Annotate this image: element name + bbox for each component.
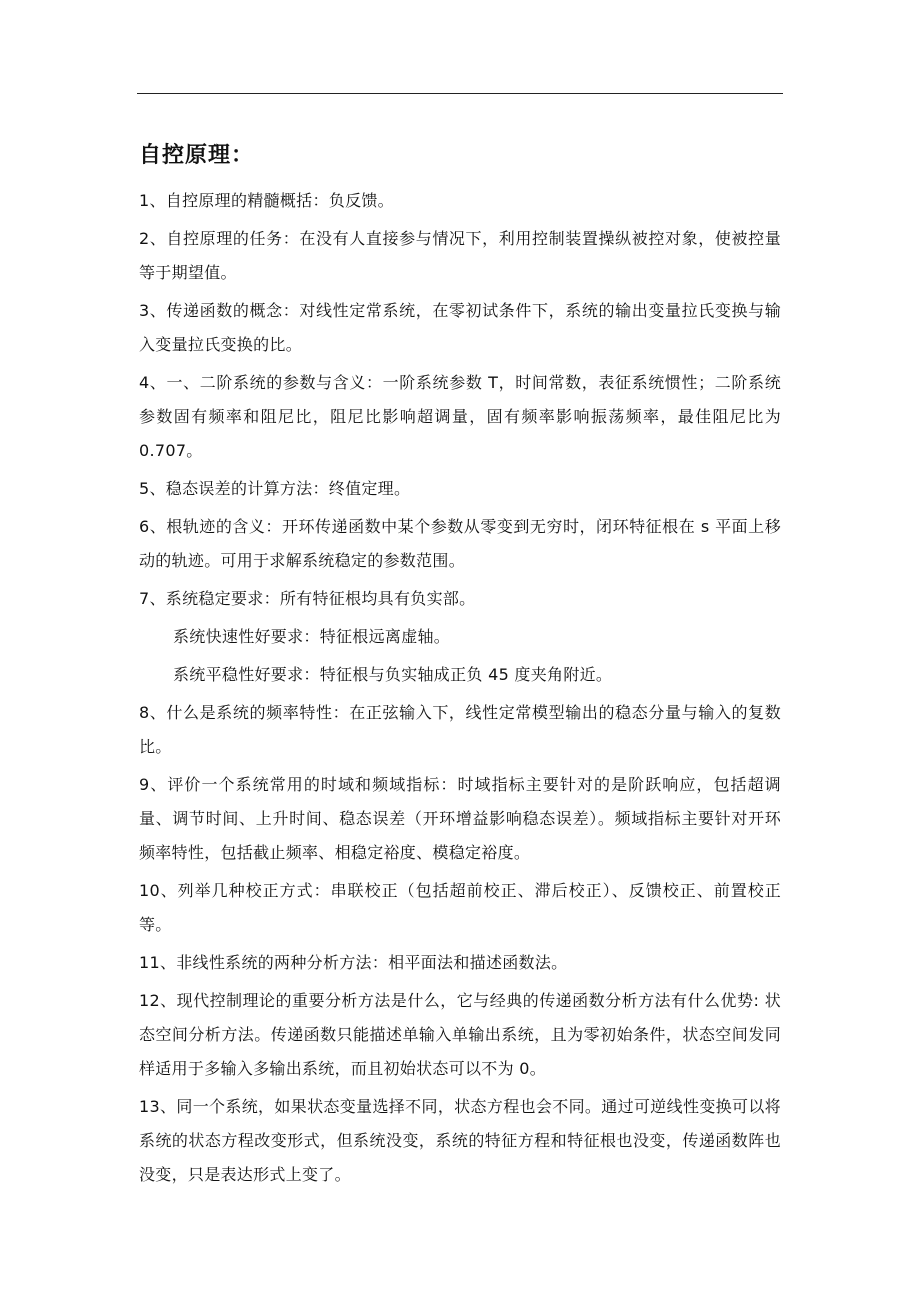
paragraph-8: 8、什么是系统的频率特性：在正弦输入下，线性定常模型输出的稳态分量与输入的复数比。: [139, 703, 781, 756]
document-title: 自控原理：: [139, 143, 255, 168]
paragraph-11: 11、非线性系统的两种分析方法：相平面法和描述函数法。: [139, 953, 568, 972]
paragraph-10: 10、列举几种校正方式：串联校正（包括超前校正、滞后校正）、反馈校正、前置校正等。: [139, 881, 781, 934]
paragraph-9: 9、评价一个系统常用的时域和频域指标：时域指标主要针对的是阶跃响应，包括超调量、调节时间、上升时间、稳态误差（开环增益影响稳态误差）。频域指标主要针对开环频率特性，包括截止频率、相稳定裕度、模稳定裕度。: [139, 775, 781, 862]
paragraph-5: 5、稳态误差的计算方法：终值定理。: [139, 479, 411, 498]
document-body: [139, 184, 781, 1196]
paragraph-4: 4、一、二阶系统的参数与含义：一阶系统参数 T，时间常数，表征系统惯性；二阶系统参数固有频率和阻尼比，阻尼比影响超调量，固有频率影响振荡频率，最佳阻尼比为 0.707。: [139, 373, 781, 460]
paragraph-1: 1、自控原理的精髓概括：负反馈。: [139, 191, 394, 210]
paragraph-7-sub-1: 系统快速性好要求：特征根远离虚轴。: [173, 627, 451, 646]
paragraph-2: 2、自控原理的任务：在没有人直接参与情况下，利用控制装置操纵被控对象，使被控量等于期望值。: [139, 229, 781, 282]
paragraph-7: 7、系统稳定要求：所有特征根均具有负实部。: [139, 589, 476, 608]
paragraph-7-sub-2: 系统平稳性好要求：特征根与负实轴成正负 45 度夹角附近。: [173, 665, 613, 684]
paragraph-12: 12、现代控制理论的重要分析方法是什么，它与经典的传递函数分析方法有什么优势: 状态空间分析方法。传递函数只能描述单输入单输出系统，且为零初始条件，状态空间发同样适用于多输入多输出系统，而且初始状态可以不为 0。: [139, 991, 781, 1078]
paragraph-3: 3、传递函数的概念：对线性定常系统，在零初试条件下，系统的输出变量拉氏变换与输入变量拉氏变换的比。: [139, 301, 781, 354]
paragraph-13: 13、同一个系统，如果状态变量选择不同，状态方程也会不同。通过可逆线性变换可以将系统的状态方程改变形式，但系统没变，系统的特征方程和特征根也没变，传递函数阵也没变，只是表达形式上变了。: [139, 1097, 781, 1184]
header-rule: [137, 93, 783, 94]
paragraph-6: 6、根轨迹的含义：开环传递函数中某个参数从零变到无穷时，闭环特征根在 s 平面上移动的轨迹。可用于求解系统稳定的参数范围。: [139, 517, 781, 570]
